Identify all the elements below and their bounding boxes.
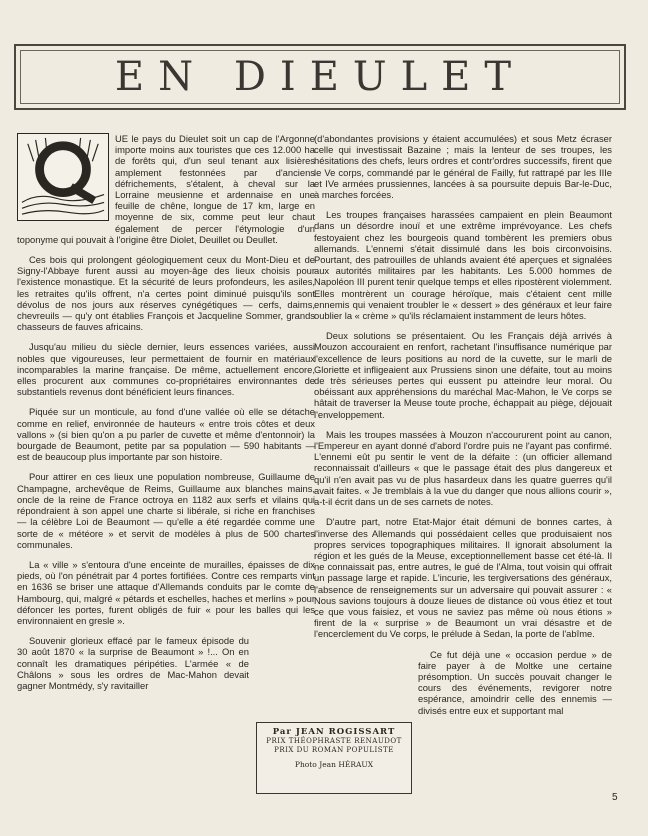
paragraph-1: UE le pays du Dieulet soit un cap de l'Argonne importe moins aux touristes que ces 12.000 ha de forêts qui, d'un seul tenant aux lisières amplement festonnées par d'anciens défrichements, s'étalent, à cheval sur la Lorraine meusienne et ardennaise en une feuille de chêne, longue de 17 km, large en moyenne de six, comme peut leur chaut également de percer l'étymologie d'un toponyme qui pouvait à l'origine être Diolet, Deuillet ou Deullet. [17,133,315,245]
title-frame [14,44,626,110]
paragraph-7: Souvenir glorieux effacé par le fameux épisode du 30 août 1870 « la surprise de Beaumont » !... On en connaît les dramatiques péripéties. L'armée « de Châlons » sous les ordres de Mac-Mahon devait gagner Montmédy, s'y ravitailler [17,635,249,691]
right-column [314,133,612,725]
paragraph-9: Les troupes françaises harassées campaient en plein Beaumont dans un désordre inouï et une extrême imprévoyance. Les chefs festoyaient chez les bourgeois quand tombèrent les premiers obus allemands. L'ennemi s'était dissimulé dans les bois circonvoisins. Pourtant, des patrouilles de uhlands avaient été aperçues et signalées aux autorités militaires par les habitants. Les 5.000 hommes de Napoléon III purent tenir quelque temps et elles ripostèrent violemment. Elles montrèrent un courage héroïque, mais c'étaient cent mille ennemis qui venaient troubler le « dessert » des généraux et leur faire oublier la « crème » qu'ils réclamaient instamment de leurs hôtes. [314,209,612,322]
paragraph-5: Pour attirer en ces lieux une population nombreuse, Guillaume de Champagne, archevêque de Reims, Guillaume aux blanches mains, oncle de la reine de France octroya en 1182 aux serfs et vilains qui répondraient à son appel une charte si libérale, si riche en franchises — la célèbre Loi de Beaumont — qu'elle a été regardée comme une sorte de « météore » et servit de modèles à plus de 500 chartes communales. [17,471,315,550]
page-number: 5 [612,792,618,803]
prize-line-1: PRIX THÉOPHRASTE RENAUDOT [266,737,402,745]
title-inner-frame [20,50,620,104]
photo-credit: Photo Jean HÉRAUX [294,760,374,769]
paragraph-10: Deux solutions se présentaient. Ou les Français déjà arrivés à Mouzon accouraient en renfort, rachetant l'insuffisance numérique par l'excellence de leurs positions au nord de la cuvette, sur le marli de Gloriette et infligeaient aux Prussiens sinon une défaite, tout au moins de très sérieuses pertes qui eussent pu atteindre leur moral. Ou obéissant aux appréhensions du maréchal Mac-Mahon, le Ve corps se hâtait de traverser la Meuse toute proche, échappait au piège, déjouait l'enveloppement. [314,330,612,420]
paragraph-13: Ce fut déjà une « occasion perdue » de faire payer à de Moltke une certaine présomption. Un succès pouvait changer le cours des événements, revigorer notre espérance, amoindrir celle des ennemis — divisés entre eux et supportant mal [418,648,612,716]
page-title: EN DIEULET [114,54,526,100]
drop-cap-illustration [17,133,109,221]
paragraph-2: Ces bois qui prolongent géologiquement ceux du Mont-Dieu et de Signy-l'Abbaye furent aussi au moyen-âge des lieux choisis pour l'existence monastique. Et la sécurité de leurs profondeurs, les asiles, les retraites qu'ils offrent, n'a certes point diminué puisqu'ils sont dévolus de nos jours aux réserves cynégétiques — cerfs, daims, chevreuils — qu'y ont établies François et Jacqueline Sommer, grands chasseurs de fauves africains. [17,254,315,333]
paragraph-11: Mais les troupes massées à Mouzon n'accoururent point au canon, l'Empereur en ayant donné d'abord l'ordre puis ne l'ayant pas confirmé. L'ennemi eût pu sentir le vent de la défaite : (un officier allemand reconnaissait d'ailleurs « que le passage était des plus dangereux et qu'il n'en avait pas vu de plus hasardeux dans les quatre guerres qu'il avait faites. « Je tremblais à la vue du danger que nous allions courir », a-t-il écrit dans un de ses carnets de notes. [314,428,612,508]
paragraph-4: Piquée sur un monticule, au fond d'une vallée où elle se détache comme en relief, environnée de hauteurs « entre trois côtes et deux vallons » (si bien qu'on a pu parler de cuvette et même d'entonnoir) la bourgade de Beaumont, petite par sa population — 590 habitants — est de beaucoup plus importante par son histoire. [17,406,315,463]
paragraph-8: (d'abondantes provisions y étaient accumulées) et sous Metz écraser celle qui investissait Bazaine ; mais la lenteur de ses troupes, les hésitations des chefs, leurs ordres et contr'ordres successifs, firent que le Ve corps, commandé par le général de Failly, fut rattrapé par les IIIe et IVe armées prussiennes, lancées à sa poursuite depuis Bar-le-Duc, à marches forcées. [314,133,612,201]
paragraph-3: Jusqu'au milieu du siècle dernier, leurs essences variées, aussi nobles que vigoureuses, leur permettaient de fournir en matériaux incomparables la marine française. De même, actuellement encore, elles procurent aux communes co-propriétaires environnantes de substantiels revenus dont bénéficient leurs finances. [17,341,315,398]
paragraph-6: La « ville » s'entoura d'une enceinte de murailles, épaisses de dix pieds, où l'on pénétrait par 4 portes fortifiées. Contre ces remparts vint en 1636 se briser une attaque d'Allemands conduits par le comte de Hambourg, qui, malgré « pétards et eschelles, haches et merlins » pour défoncer les portes, furent obligés de fuir « pour les balles qui les environnaient en gresle ». [17,558,315,626]
drop-cap-q-woodcut [18,134,108,220]
paragraph-12: D'autre part, notre Etat-Major était démuni de bonnes cartes, à l'inverse des Allemands qui possédaient celles que produisaient nos propres services topographiques militaires. Il ignorait absolument la région et les gués de la Meuse, exceptionnellement basse cet été-là. Il ne connaissait pas, entre autres, le gué de l'Alma, tout voisin qui offrait un passage large et rapide. L'incurie, les tergiversations des généraux, l'absence de renseignements sur un adversaire qui pouvait assurer : « Nous savions toujours à douze lieues de distance où vous étiez et tout ce que vous faisiez, et vous ne saviez pas même où nous étions » firent de la « surprise » de Beaumont un vrai désastre et de l'encerclement du Ve corps, le prélude à Sedan, la porte de l'abîme. [314,516,612,640]
prize-line-2: PRIX DU ROMAN POPULISTE [274,745,394,754]
author-credit-box [256,722,412,794]
left-column [17,133,315,700]
author-byline: Par JEAN ROGISSART [272,727,396,737]
